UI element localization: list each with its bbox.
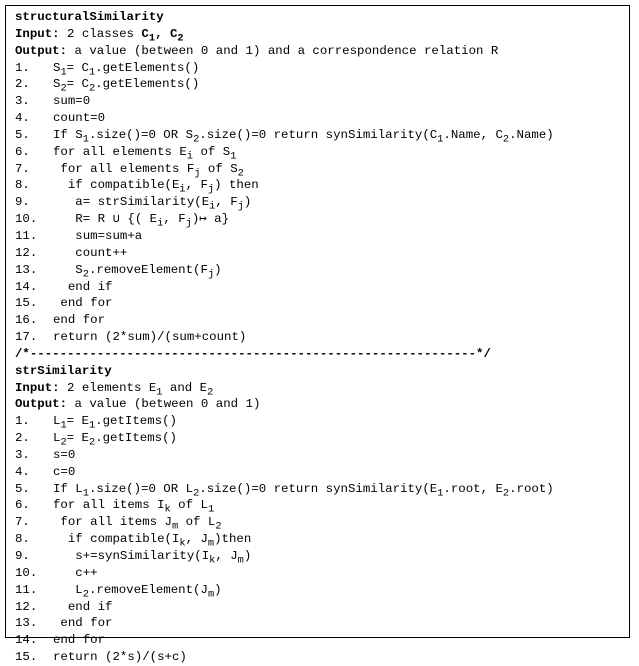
algorithm-step	[15, 228, 629, 245]
step-code: for all items $J_m$ of $L_2$	[53, 515, 222, 533]
step-code: end if	[53, 279, 113, 294]
step-number: 3.	[15, 94, 30, 109]
algorithm-str-similarity	[15, 363, 629, 666]
step-code: end if	[53, 599, 113, 614]
step-code: c++	[53, 565, 98, 580]
algorithm-step	[15, 194, 629, 211]
step-number: 5.	[15, 481, 30, 496]
step-number: 14.	[15, 279, 38, 294]
algorithm-step	[15, 211, 629, 228]
step-code: return (2*s)/(s+c)	[53, 650, 187, 665]
algorithm-title: strSimilarity	[15, 363, 112, 378]
algorithm-step	[15, 565, 629, 582]
algorithm-step	[15, 582, 629, 599]
algorithm-step	[15, 599, 629, 616]
algorithm-steps	[15, 413, 629, 666]
algorithm-step	[15, 279, 629, 296]
algorithm-steps	[15, 60, 629, 346]
algorithm-output: Output: a value (between 0 and 1) and a correspondence relation R	[15, 43, 499, 58]
step-code: c=0	[53, 464, 76, 479]
step-number: 13.	[15, 262, 38, 277]
step-code: $a= strSimilarity(E_i$, $F_j$)	[53, 195, 252, 213]
algorithm-step	[15, 413, 629, 430]
step-number: 8.	[15, 178, 30, 193]
algorithm-step	[15, 514, 629, 531]
step-number: 16.	[15, 313, 38, 328]
step-number: 4.	[15, 464, 30, 479]
step-number: 4.	[15, 111, 30, 126]
algorithm-output: Output: a value (between 0 and 1)	[15, 397, 261, 412]
step-number: 2.	[15, 77, 30, 92]
algorithm-step	[15, 60, 629, 77]
algorithm-step	[15, 497, 629, 514]
step-number: 6.	[15, 144, 30, 159]
algorithm-structural-similarity	[15, 9, 629, 346]
step-number: 15.	[15, 650, 38, 665]
algorithm-step	[15, 144, 629, 161]
algorithm-step	[15, 177, 629, 194]
step-number: 17.	[15, 330, 38, 345]
algorithm-step	[15, 430, 629, 447]
separator-comment: /*------------------------------------------------------------*/	[15, 346, 491, 361]
algorithm-step	[15, 262, 629, 279]
step-number: 5.	[15, 127, 30, 142]
algorithm-step	[15, 481, 629, 498]
step-number: 7.	[15, 515, 30, 530]
algorithm-step	[15, 127, 629, 144]
algorithm-listing	[5, 5, 630, 665]
step-code: count++	[53, 245, 128, 260]
algorithm-step	[15, 649, 629, 666]
algorithm-step	[15, 615, 629, 632]
step-number: 14.	[15, 633, 38, 648]
step-number: 7.	[15, 161, 30, 176]
step-code: end for	[53, 313, 106, 328]
step-code: R= R ∪ {( $E_i$, $F_j)↦$ a}	[53, 212, 230, 230]
step-code: $L_1=$ $E_1.getItems()$	[53, 414, 177, 432]
step-number: 9.	[15, 549, 30, 563]
step-code: $S_2=$ $C_2.getElements()$	[53, 77, 200, 95]
step-code: for all items $I_k$ of $L_1$	[53, 498, 215, 516]
step-code: for all elements $E_i$ of $S_1$	[53, 144, 237, 163]
algorithm-step	[15, 531, 629, 548]
step-code: s=0	[53, 447, 76, 462]
step-code: return (2*sum)/(sum+count)	[53, 330, 247, 345]
step-number: 11.	[15, 582, 38, 597]
step-number: 2.	[15, 431, 30, 446]
algorithm-step	[15, 548, 629, 565]
algorithm-step	[15, 161, 629, 178]
step-number: 10.	[15, 212, 38, 227]
algorithm-step	[15, 93, 629, 110]
step-code: for all elements $F_j$ of $S_2$	[53, 161, 244, 180]
step-number: 1.	[15, 414, 30, 429]
algorithm-step	[15, 632, 629, 649]
step-number: 8.	[15, 532, 30, 547]
algorithm-step	[15, 110, 629, 127]
step-number: 11.	[15, 228, 38, 243]
step-code: $S_2.removeElement(F_j)$	[53, 262, 222, 281]
step-number: 1.	[15, 60, 30, 75]
step-code: If $S_1.size()=0$ OR $S_2.size()=0$ return $synSimilarity(C_1.Name$, $C_2.Name$)	[53, 127, 554, 146]
step-number: 3.	[15, 447, 30, 462]
algorithm-step	[15, 447, 629, 464]
step-code: end for	[53, 616, 113, 631]
step-number: 13.	[15, 616, 38, 631]
step-code: end for	[53, 296, 113, 311]
step-code: if $compatible(I_k$, $J_m)then$	[53, 532, 252, 550]
algorithm-step	[15, 329, 629, 346]
step-number: 6.	[15, 498, 30, 513]
algorithm-title: structuralSimilarity	[15, 10, 164, 24]
algorithm-step	[15, 312, 629, 329]
step-number: 15.	[15, 296, 38, 311]
algorithm-step	[15, 464, 629, 481]
step-code: if $compatible(E_i$, $F_j$) then	[53, 178, 259, 196]
step-number: 9.	[15, 195, 30, 210]
step-code: $L_2.removeElement(J_m)$	[53, 582, 222, 601]
algorithm-input: Input: 2 elements $E_1$ and $E_2$	[15, 380, 214, 399]
step-number: 12.	[15, 245, 38, 260]
step-code: If $L_1.size()=0$ OR $L_2.size()=0$ return $synSimilarity(E_1.root$, $E_2.root$)	[53, 481, 554, 500]
algorithm-step	[15, 245, 629, 262]
step-code: $S_1=$ $C_1.getElements()$	[53, 60, 200, 78]
algorithm-step	[15, 295, 629, 312]
algorithm-step	[15, 76, 629, 93]
step-code: count=0	[53, 111, 106, 126]
step-number: 12.	[15, 599, 38, 614]
algorithm-input: Input: 2 classes $C_1$, $C_2$	[15, 26, 184, 45]
step-code: sum=sum+a	[53, 228, 143, 243]
step-code: sum=0	[53, 94, 91, 109]
step-code: end for	[53, 633, 106, 648]
step-code: $s+=synSimilarity(I_k$, $J_m$)	[53, 549, 252, 567]
step-code: $L_2=$ $E_2.getItems()$	[53, 431, 177, 449]
step-number: 10.	[15, 565, 38, 580]
